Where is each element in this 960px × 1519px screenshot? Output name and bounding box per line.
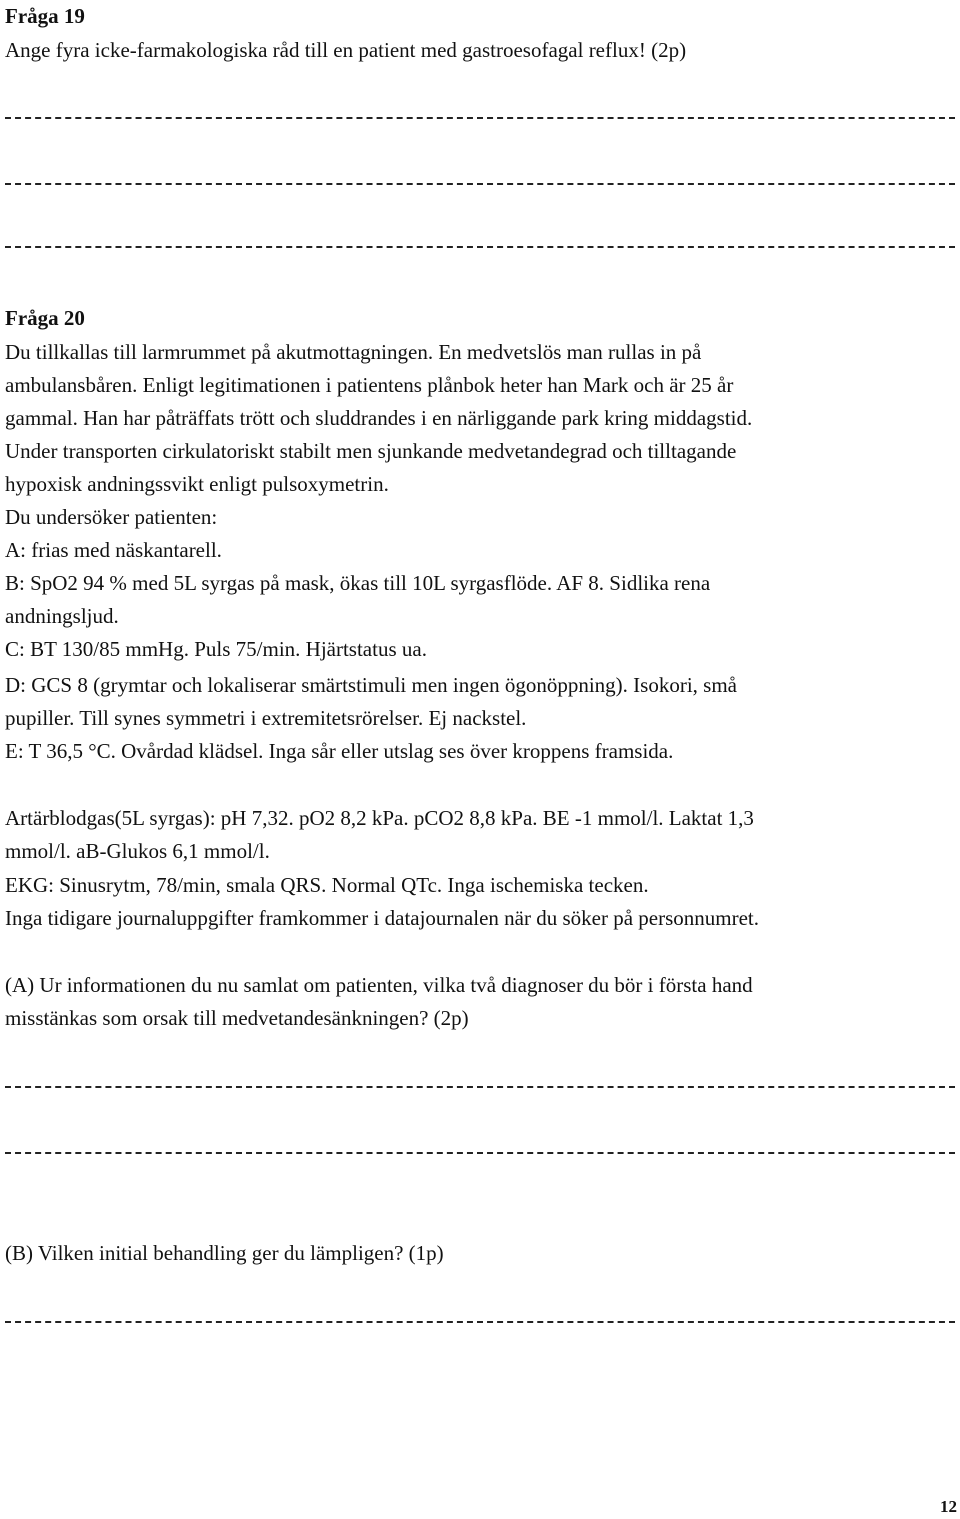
case-text-line: gammal. Han har påträffats trött och sluddrandes i en närliggande park kring middagstid. bbox=[5, 406, 753, 430]
answer-line bbox=[5, 246, 955, 248]
part-a-question-line: (A) Ur informationen du nu samlat om patienten, vilka två diagnoser du bör i första hand bbox=[5, 973, 753, 997]
lab-text-line: EKG: Sinusrytm, 78/min, smala QRS. Normal QTc. Inga ischemiska tecken. bbox=[5, 873, 649, 897]
case-text-line: Under transporten cirkulatoriskt stabilt men sjunkande medvetandegrad och tilltagande bbox=[5, 439, 737, 463]
answer-line bbox=[5, 1152, 955, 1154]
case-text-line: pupiller. Till synes symmetri i extremitetsrörelser. Ej nackstel. bbox=[5, 706, 527, 730]
lab-text-line: Artärblodgas(5L syrgas): pH 7,32. pO2 8,2 kPa. pCO2 8,8 kPa. BE -1 mmol/l. Laktat 1,3 bbox=[5, 806, 754, 830]
case-text-line: andningsljud. bbox=[5, 604, 119, 628]
answer-line bbox=[5, 183, 955, 185]
page-number: 12 bbox=[940, 1497, 957, 1516]
case-text-line: C: BT 130/85 mmHg. Puls 75/min. Hjärtstatus ua. bbox=[5, 637, 427, 661]
part-b-question: (B) Vilken initial behandling ger du lämpligen? (1p) bbox=[5, 1241, 444, 1265]
part-a-question-line: misstänkas som orsak till medvetandesänkningen? (2p) bbox=[5, 1006, 469, 1030]
case-text-line: ambulansbåren. Enligt legitimationen i patientens plånbok heter han Mark och är 25 år bbox=[5, 373, 734, 397]
answer-line bbox=[5, 117, 955, 119]
case-text-line: hypoxisk andningssvikt enligt pulsoxymetrin. bbox=[5, 472, 389, 496]
case-text-line: Du tillkallas till larmrummet på akutmottagningen. En medvetslös man rullas in på bbox=[5, 340, 702, 364]
question-20-heading: Fråga 20 bbox=[5, 306, 85, 330]
question-19-text: Ange fyra icke-farmakologiska råd till en patient med gastroesofagal reflux! (2p) bbox=[5, 38, 687, 62]
case-text-line: B: SpO2 94 % med 5L syrgas på mask, ökas till 10L syrgasflöde. AF 8. Sidlika rena bbox=[5, 571, 711, 595]
answer-line bbox=[5, 1321, 955, 1323]
case-text-line: D: GCS 8 (grymtar och lokaliserar smärtstimuli men ingen ögonöppning). Isokori, små bbox=[5, 673, 737, 697]
lab-text-line: Inga tidigare journaluppgifter framkommer i datajournalen när du söker på personnumret. bbox=[5, 906, 759, 930]
case-text-line: E: T 36,5 °C. Ovårdad klädsel. Inga sår eller utslag ses över kroppens framsida. bbox=[5, 739, 674, 763]
case-text-line: A: frias med näskantarell. bbox=[5, 538, 222, 562]
lab-text-line: mmol/l. aB-Glukos 6,1 mmol/l. bbox=[5, 839, 270, 863]
case-text-line: Du undersöker patienten: bbox=[5, 505, 218, 529]
question-19-heading: Fråga 19 bbox=[5, 4, 85, 28]
answer-line bbox=[5, 1086, 955, 1088]
